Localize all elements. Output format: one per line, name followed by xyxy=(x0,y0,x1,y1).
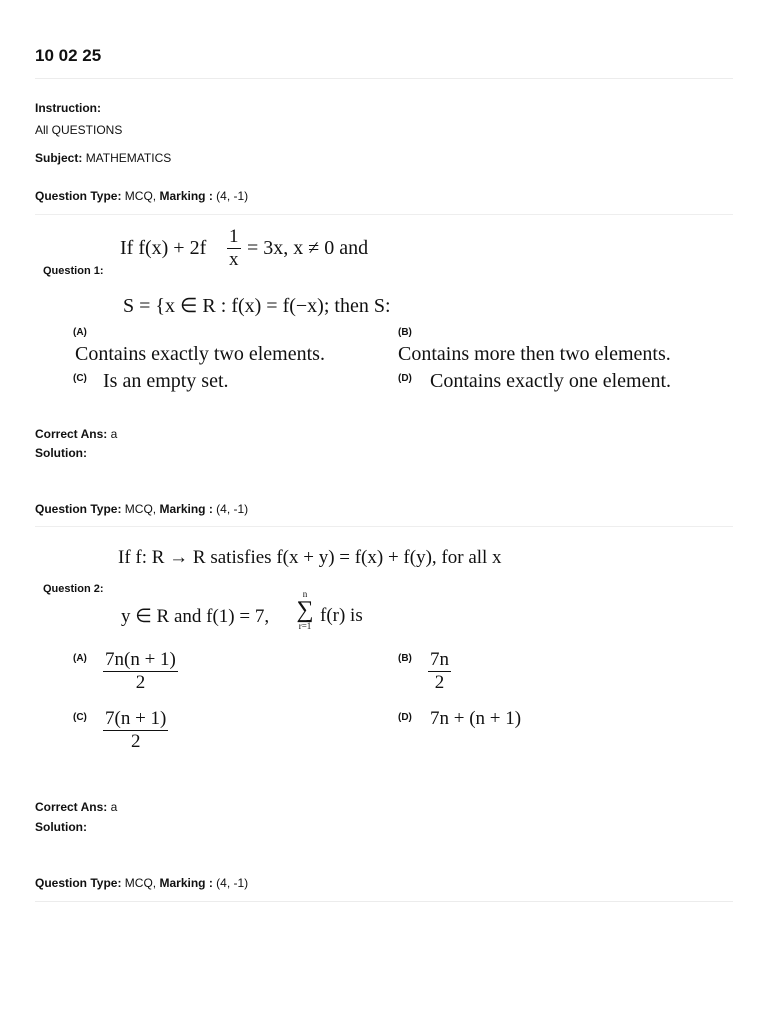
option-c-fraction[interactable] xyxy=(103,708,168,753)
question-1-card xyxy=(35,214,733,404)
instruction-value: All QUESTIONS xyxy=(35,123,123,137)
question-1-label: Question 1: xyxy=(43,265,104,277)
question-type-value: MCQ, xyxy=(124,189,157,203)
marking-label: Marking : xyxy=(159,189,213,203)
summation-symbol: ∑ xyxy=(296,597,314,623)
option-c-letter: (C) xyxy=(73,712,87,723)
question-1-fraction xyxy=(227,226,241,271)
correct-answer-line xyxy=(35,800,117,814)
instruction-label: Instruction: xyxy=(35,101,101,115)
option-a-letter: (A) xyxy=(73,653,87,664)
question-2-line-2b: f(r) is xyxy=(320,605,363,626)
question-3-divider xyxy=(35,901,733,902)
option-c-letter: (C) xyxy=(73,373,87,384)
option-b-letter: (B) xyxy=(398,327,412,338)
question-1-line-2: S = {x ∈ R : f(x) = f(−x); then S: xyxy=(123,295,391,317)
fraction-denominator: 2 xyxy=(135,672,146,693)
question-type-label: Question Type: xyxy=(35,502,122,516)
option-a-fraction[interactable] xyxy=(103,649,178,694)
question-type-label: Question Type: xyxy=(35,189,122,203)
option-a-text[interactable]: Contains exactly two elements. xyxy=(75,343,325,365)
option-b-fraction[interactable] xyxy=(428,649,451,694)
question-type-line xyxy=(35,189,248,203)
option-d-text[interactable]: 7n + (n + 1) xyxy=(430,708,522,729)
marking-label: Marking : xyxy=(159,876,213,890)
question-type-value: MCQ, xyxy=(124,502,157,516)
subject-label: Subject: xyxy=(35,151,83,165)
summation-upper-limit: n xyxy=(302,589,308,599)
summation-lower-limit: r=1 xyxy=(298,621,312,631)
option-d-letter: (D) xyxy=(398,712,412,723)
fraction-numerator: 1 xyxy=(229,226,239,247)
correct-answer-value: a xyxy=(110,800,118,814)
option-b-letter: (B) xyxy=(398,653,412,664)
option-a-letter: (A) xyxy=(73,327,87,338)
question-2-label: Question 2: xyxy=(43,583,104,595)
solution-label: Solution: xyxy=(35,446,87,460)
solution-label: Solution: xyxy=(35,820,87,834)
question-2-line-2a: y ∈ R and f(1) = 7, xyxy=(121,606,270,627)
correct-answer-value: a xyxy=(110,427,118,441)
marking-value: (4, -1) xyxy=(216,189,249,203)
correct-answer-line xyxy=(35,427,117,441)
subject-line xyxy=(35,151,171,165)
option-c-text[interactable]: Is an empty set. xyxy=(103,370,229,392)
subject-value: MATHEMATICS xyxy=(85,151,172,165)
header-divider xyxy=(35,78,733,79)
option-d-text[interactable]: Contains exactly one element. xyxy=(430,370,672,392)
question-type-value: MCQ, xyxy=(124,876,157,890)
marking-value: (4, -1) xyxy=(216,876,249,890)
question-type-label: Question Type: xyxy=(35,876,122,890)
question-2-line-1: If f: R → R satisfies f(x + y) = f(x) + f(y), for all x xyxy=(118,547,502,568)
question-1-line-1a: If f(x) + 2f xyxy=(120,237,207,259)
question-2-card xyxy=(35,526,733,778)
question-1-line-1b: = 3x, x ≠ 0 and xyxy=(247,237,369,259)
correct-answer-label: Correct Ans: xyxy=(35,800,108,814)
fraction-denominator: 2 xyxy=(130,731,141,752)
fraction-denominator: 2 xyxy=(434,672,445,693)
fraction-denominator: x xyxy=(229,249,239,270)
page-title: 10 02 25 xyxy=(35,46,102,65)
marking-label: Marking : xyxy=(159,502,213,516)
question-type-line xyxy=(35,876,248,890)
question-type-line xyxy=(35,502,248,516)
option-d-letter: (D) xyxy=(398,373,412,384)
option-b-text[interactable]: Contains more then two elements. xyxy=(398,343,671,365)
correct-answer-label: Correct Ans: xyxy=(35,427,108,441)
summation-icon xyxy=(295,589,315,631)
marking-value: (4, -1) xyxy=(216,502,249,516)
fraction-numerator: 7(n + 1) xyxy=(105,708,167,729)
fraction-numerator: 7n(n + 1) xyxy=(105,649,176,670)
fraction-numerator: 7n xyxy=(430,649,449,670)
